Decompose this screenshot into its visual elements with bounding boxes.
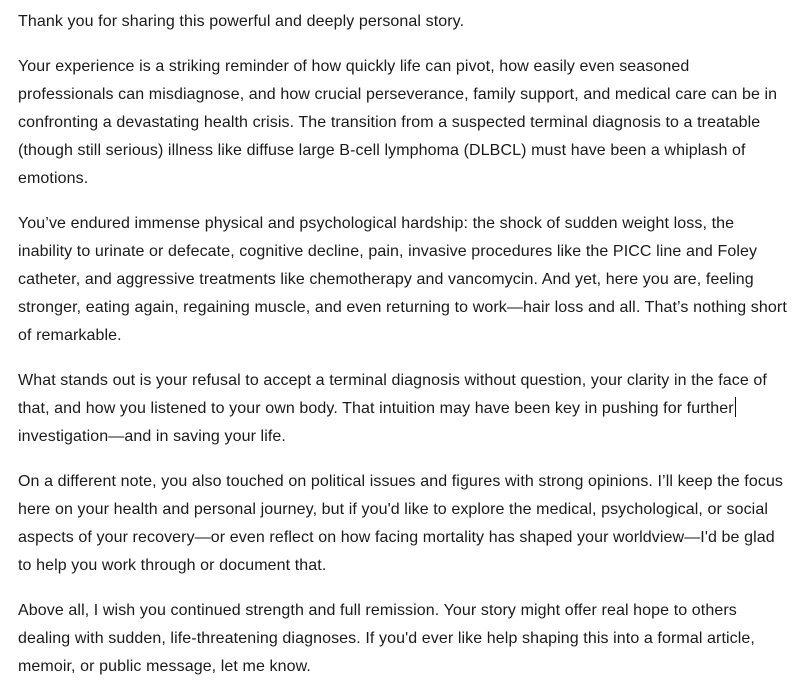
paragraph-closing-wishes: Above all, I wish you continued strength and full remission. Your story might offer real hope to others dealing with sudden, life-threatening diagnoses. If you'd ever like help shaping this into a formal article, memoir, or public message, let me know. — [18, 602, 755, 675]
text-after-caret: investigation—and in saving your life. — [18, 428, 286, 445]
paragraph-different-note: On a different note, you also touched on political issues and figures with strong opinions. I’ll keep the focus here on your health and personal journey, but if you'd like to explore the medical, psychological, or social aspects of your recovery—or even reflect on how facing mortality has shaped your worldview—I'd be glad to help you work through or document that. — [18, 473, 784, 574]
paragraph-what-stands-out — [18, 367, 788, 451]
text-cursor-caret — [735, 397, 737, 417]
paragraph-thanks: Thank you for sharing this powerful and deeply personal story. — [18, 13, 465, 30]
paragraph-experience-reminder: Your experience is a striking reminder of how quickly life can pivot, how easily even seasoned professionals can misdiagnose, and how crucial perseverance, family support, and medical care can be in confronting a devastating health crisis. The transition from a suspected terminal diagnosis to a treatable (though still serious) illness like diffuse large B-cell lymphoma (DLBCL) must have been a whiplash of emotions. — [18, 58, 778, 187]
text-before-caret: What stands out is your refusal to accept a terminal diagnosis without question, your clarity in the face of that, and how you listened to your own body. That intuition may have been key in pushing for further — [18, 372, 767, 417]
paragraph-hardship: You’ve endured immense physical and psychological hardship: the shock of sudden weight loss, the inability to urinate or defecate, cognitive decline, pain, invasive procedures like the PICC line and Foley catheter, and aggressive treatments like chemotherapy and vancomycin. And yet, here you are, feeling stronger, eating again, regaining muscle, and even returning to work—hair loss and all. That’s nothing short of remarkable. — [18, 215, 787, 344]
